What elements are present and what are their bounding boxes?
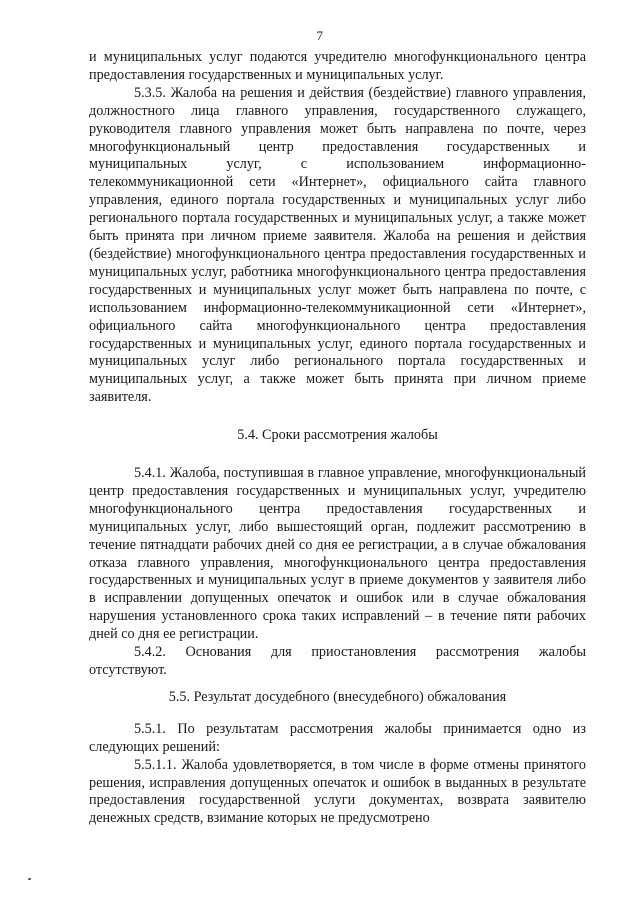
paragraph-5-4-2: 5.4.2. Основания для приостановления рассмотрения жалобы отсутствуют. [89,644,586,678]
page-number: 7 [316,28,324,43]
document-body [89,49,586,828]
paragraph-5-3-5: 5.3.5. Жалоба на решения и действия (бездействие) главного управления, должностного лица главного управления, государственного служащего, руководителя главного управления может быть направлена по почте, через многофункциональный центр предоставления государственных и муниципальных услуг, с использованием информационно-телекоммуникационной сети «Интернет», официального сайта главного управления, единого портала государственных и муниципальных услуг либо регионального портала государственных и муниципальных услуг, а также может быть принята при личном приеме заявителя. Жалоба на решения и действия (бездействие) многофункционального центра предоставления государственных и муниципальных услуг, работника многофункционального центра предоставления государственных и муниципальных услуг может быть направлена по почте, с использованием информационно-телекоммуникационной сети «Интернет», официального сайта многофункционального центра предоставления государственных и муниципальных услуг, единого портала государственных и муниципальных услуг либо регионального портала государственных и муниципальных услуг, а также может быть принята при личном приеме заявителя. [89,84,586,406]
paragraph-continuation: и муниципальных услуг подаются учредителю многофункционального центра предоставления государственных и муниципальных услуг. [89,49,586,83]
section-heading-5-5: 5.5. Результат досудебного (внесудебного) обжалования [168,688,507,705]
scan-speck [28,878,31,880]
paragraph-5-5-1-1: 5.5.1.1. Жалоба удовлетворяется, в том числе в форме отмены принятого решения, исправления допущенных опечаток и ошибок в выданных в результате предоставления государственной услуги документах, возврата заявителю денежных средств, взимание которых не предусмотрено [89,756,586,827]
paragraph-5-5-1: 5.5.1. По результатам рассмотрения жалобы принимается одно из следующих решений: [89,720,586,755]
paragraph-5-4-1: 5.4.1. Жалоба, поступившая в главное управление, многофункциональный центр предоставления государственных и муниципальных услуг, учредителю многофункционального центра предоставления государственных и муниципальных услуг, либо вышестоящий орган, подлежит рассмотрению в течение пятнадцати рабочих дней со дня ее регистрации, а в случае обжалования отказа главного управления, многофункционального центра предоставления государственных и муниципальных услуг в приеме документов у заявителя либо в исправлении допущенных опечаток и ошибок или в случае обжалования нарушения установленного срока таких исправлений – в течение пяти рабочих дней со дня ее регистрации. [89,465,586,643]
section-heading-5-4: 5.4. Сроки рассмотрения жалобы [237,427,438,444]
